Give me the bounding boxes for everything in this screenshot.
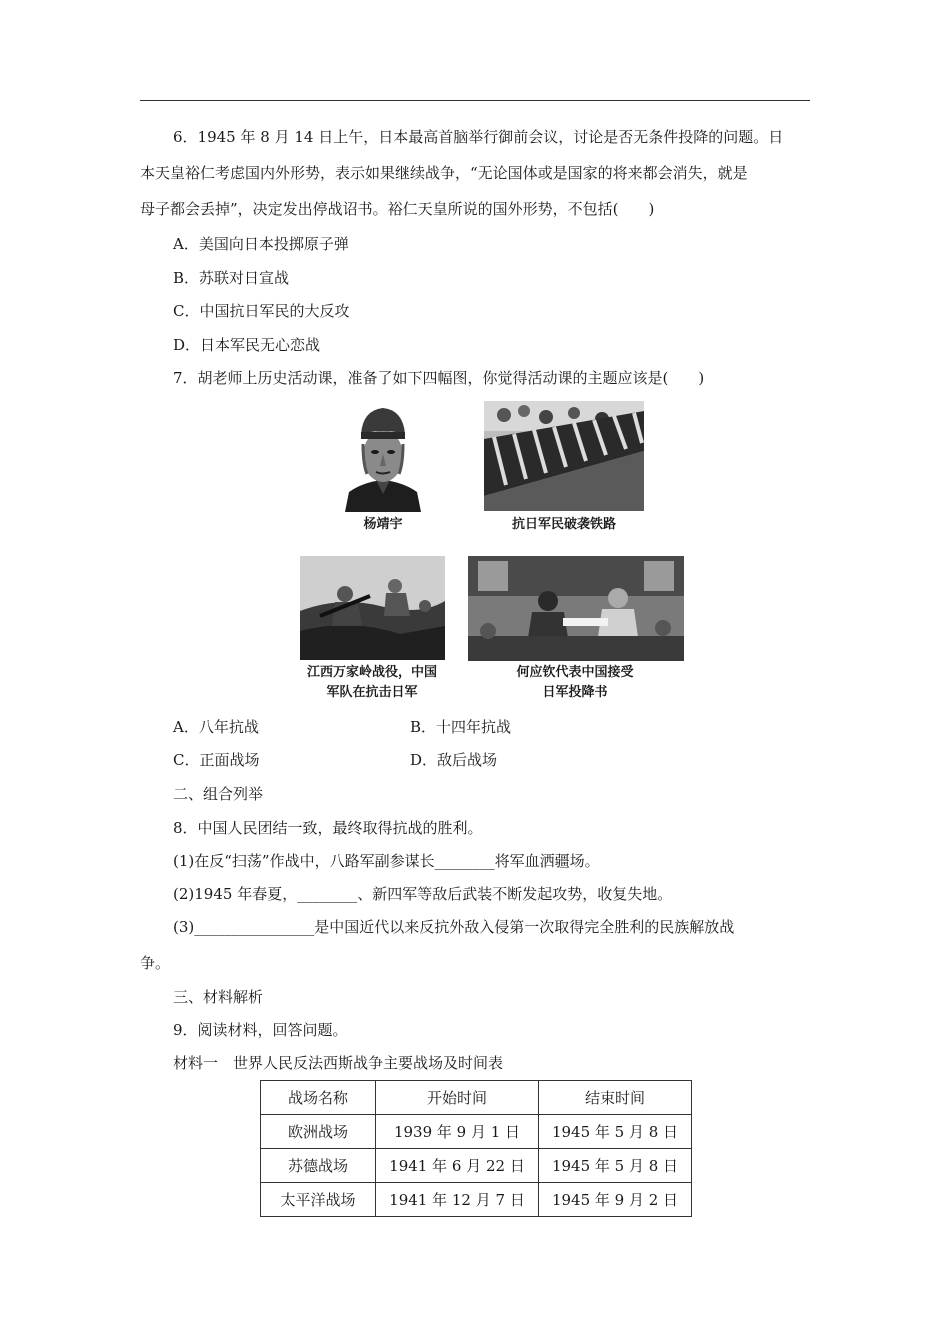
table-cell: 欧洲战场 [261,1115,376,1149]
caption-portrait: 杨靖宇 [363,517,403,532]
q7-option-c: C．正面战场 [173,751,260,769]
q8-part-1: (1)在反“扫荡”作战中，八路军副参谋长________将军血洒疆场。 [173,852,600,870]
table-header-cell: 战场名称 [261,1081,376,1115]
table-cell: 1945 年 5 月 8 日 [539,1149,692,1183]
portrait-photo [343,404,423,512]
table-header-cell: 结束时间 [539,1081,692,1115]
material-title: 材料一 世界人民反法西斯战争主要战场及时间表 [173,1054,504,1072]
table-cell: 1941 年 6 月 22 日 [376,1149,539,1183]
battlefield-table [260,1080,692,1217]
caption-battle-line-1: 江西万家岭战役，中国 [306,665,437,680]
caption-battle-line-2: 军队在抗击日军 [326,685,418,700]
caption-surrender-line-1: 何应钦代表中国接受 [516,665,634,680]
caption-railway: 抗日军民破袭铁路 [511,517,616,532]
q7-option-a: A．八年抗战 [173,718,259,736]
section-2-heading: 二、组合列举 [173,785,264,803]
q9-stem: 9．阅读材料，回答问题。 [173,1021,348,1039]
q7-stem: 7．胡老师上历史活动课，准备了如下四幅图，你觉得活动课的主题应该是( ) [173,369,705,387]
table-header-cell: 开始时间 [376,1081,539,1115]
table-row [261,1149,692,1183]
q6-line-2: 本天皇裕仁考虑国内外形势，表示如果继续战争，“无论国体或是国家的将来都会消失，就是 [140,164,748,182]
q6-option-a: A．美国向日本投掷原子弹 [173,235,349,253]
q8-part-3: (3)________________是中国近代以来反抗外敌入侵第一次取得完全胜利的民族解放战 [173,918,735,936]
surrender-photo [468,556,684,661]
q7-option-d: D．敌后战场 [410,751,498,769]
q6-line-1: 6．1945 年 8 月 14 日上午，日本最高首脑举行御前会议，讨论是否无条件投降的问题。日 [173,128,784,146]
table-header-row [261,1081,692,1115]
q8-part-3-continued: 争。 [140,954,171,972]
table-cell: 太平洋战场 [261,1183,376,1217]
table-row [261,1183,692,1217]
table-cell: 苏德战场 [261,1149,376,1183]
battle-photo [300,556,445,660]
table-row [261,1115,692,1149]
q7-option-b: B．十四年抗战 [410,718,512,736]
section-3-heading: 三、材料解析 [173,988,264,1006]
table-cell: 1941 年 12 月 7 日 [376,1183,539,1217]
table-cell: 1945 年 5 月 8 日 [539,1115,692,1149]
table-cell: 1945 年 9 月 2 日 [539,1183,692,1217]
railway-photo [484,401,644,511]
q6-line-3: 母子都会丢掉”，决定发出停战诏书。裕仁天皇所说的国外形势，不包括( ) [140,200,655,218]
q6-option-d: D．日本军民无心恋战 [173,336,321,354]
table-cell: 1939 年 9 月 1 日 [376,1115,539,1149]
q6-option-c: C．中国抗日军民的大反攻 [173,302,350,320]
q8-part-2: (2)1945 年春夏，________、新四军等敌后武装不断发起攻势，收复失地。 [173,885,673,903]
caption-surrender-line-2: 日军投降书 [542,685,608,700]
q6-option-b: B．苏联对日宣战 [173,269,290,287]
q8-stem: 8．中国人民团结一致，最终取得抗战的胜利。 [173,819,483,837]
header-rule [140,100,810,101]
